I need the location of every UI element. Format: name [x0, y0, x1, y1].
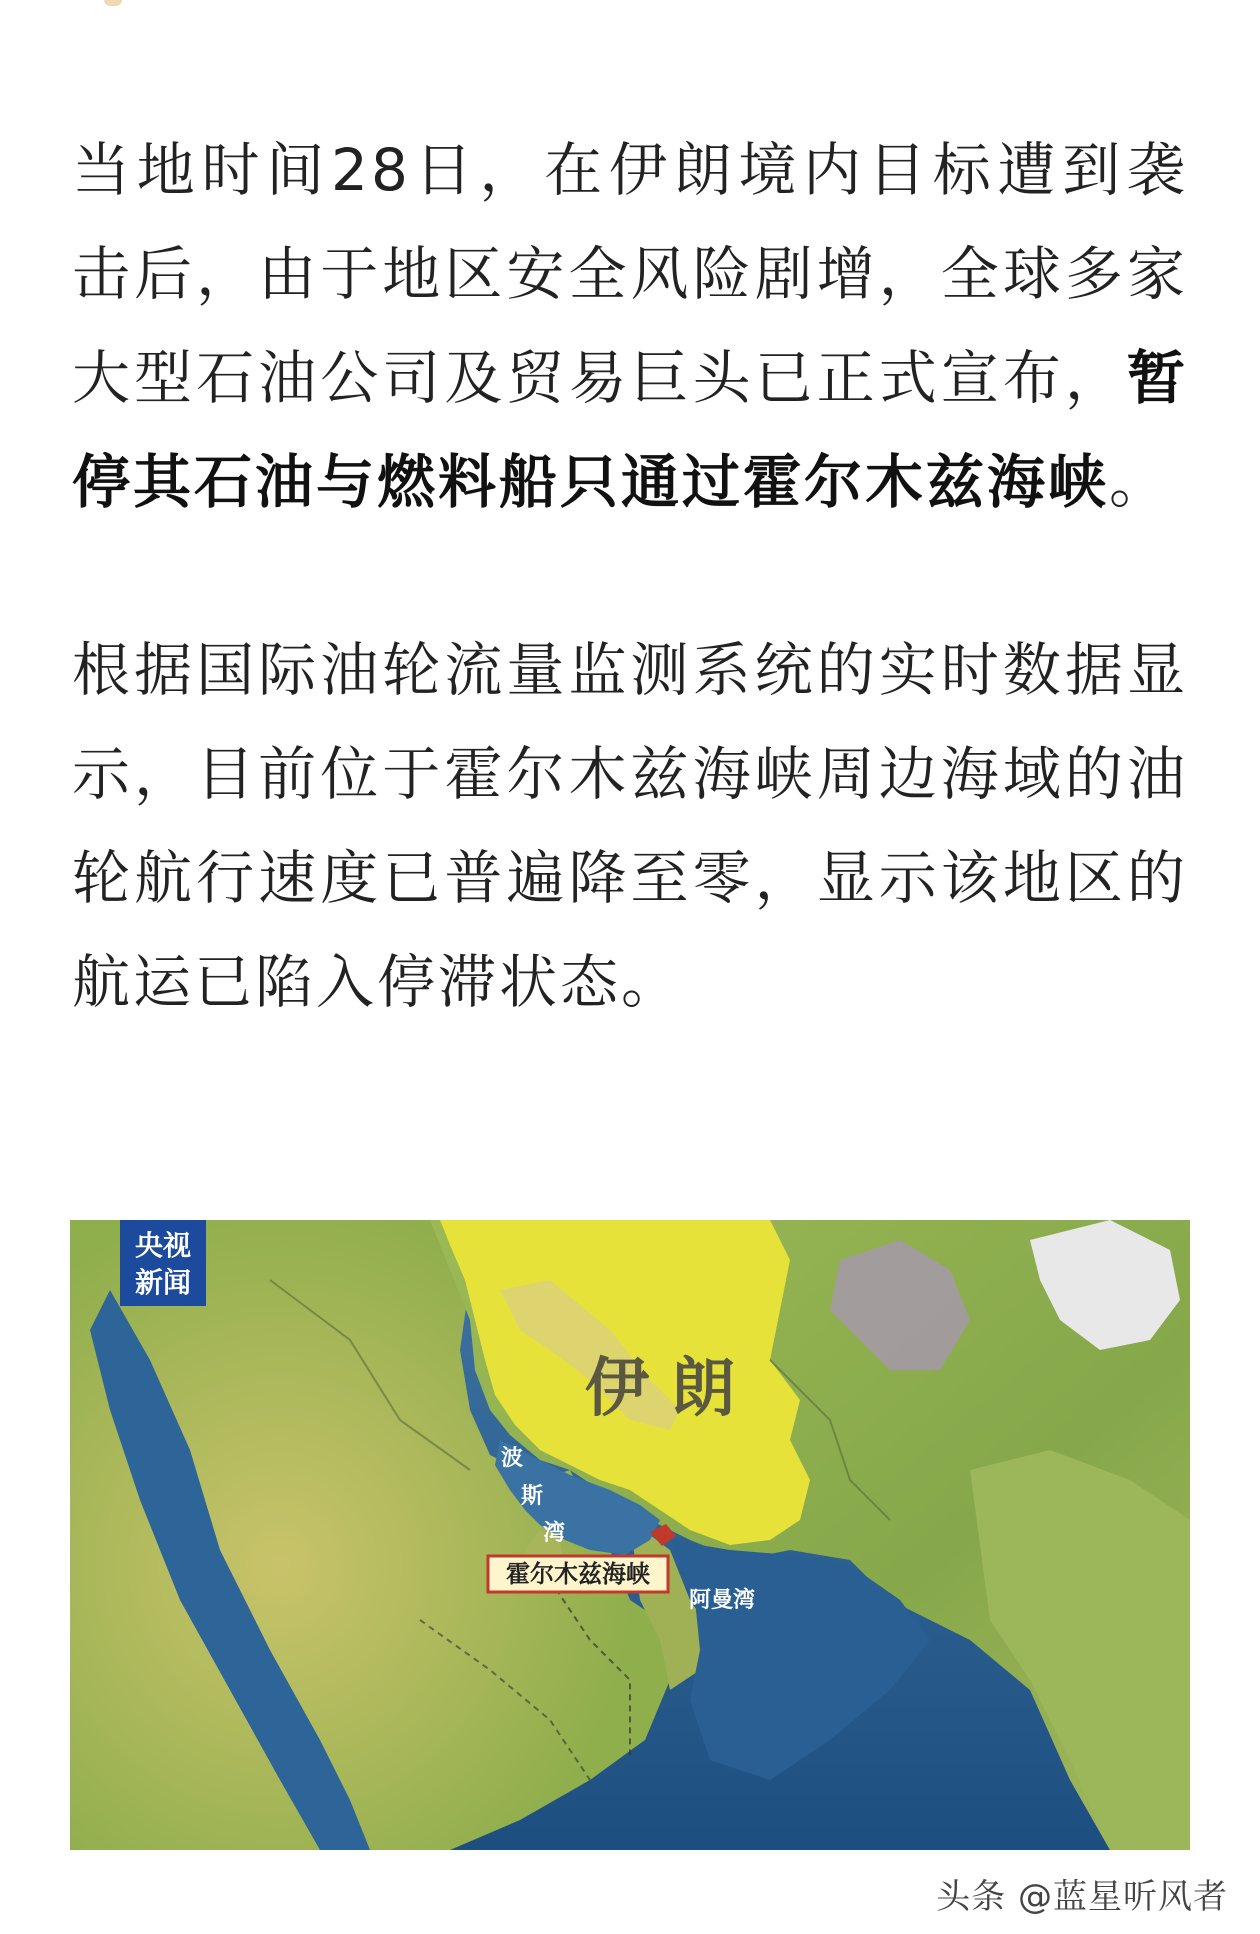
iran-label: 伊 朗: [584, 1352, 736, 1426]
paragraph-1-end: 。: [1109, 448, 1171, 516]
gulf-label-char-3: 湾: [542, 1521, 566, 1546]
top-decoration: [104, 0, 122, 6]
paragraph-1-text: 当地时间28日，在伊朗境内目标遭到袭击后，由于地区安全风险剧增，全球多家大型石油公司及贸易巨头已正式宣布，: [72, 136, 1188, 412]
gulf-label-char-2: 斯: [520, 1484, 544, 1509]
oman-gulf-label: 阿曼湾: [688, 1588, 756, 1613]
gulf-label-char-1: 波: [500, 1446, 524, 1471]
watermark: 头条 @蓝星听风者: [936, 1877, 1228, 1917]
paragraph-2: 根据国际油轮流量监测系统的实时数据显示，目前位于霍尔木兹海峡周边海域的油轮航行速度已普遍降至零，显示该地区的航运已陷入停滞状态。: [72, 636, 1188, 1016]
cctv-logo-line1: 央视: [134, 1229, 192, 1262]
paragraph-1: [72, 118, 1188, 534]
map-image[interactable]: [70, 1220, 1190, 1850]
map-svg: [70, 1220, 1190, 1850]
strait-label: 霍尔木兹海峡: [506, 1560, 650, 1588]
paragraph-1-bold: 暂停其石油与燃料船只通过霍尔木兹海峡: [72, 344, 1188, 516]
cctv-logo-line2: 新闻: [134, 1266, 192, 1299]
article-body: [72, 118, 1188, 1034]
